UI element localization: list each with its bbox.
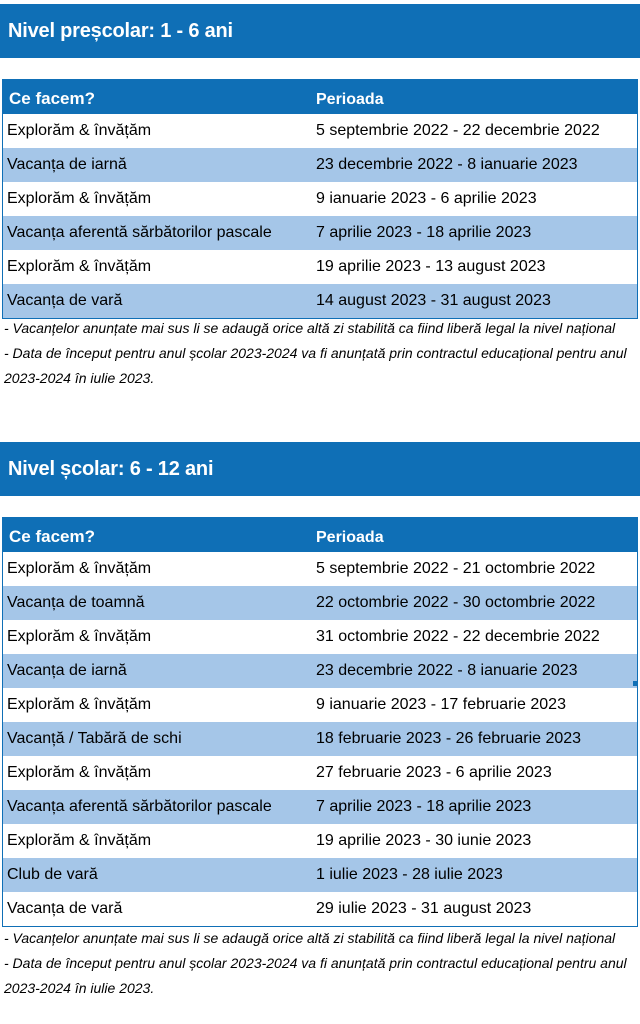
activity-cell: Vacanța de vară <box>7 900 123 917</box>
table-row <box>3 148 637 182</box>
period-cell: 7 aprilie 2023 - 18 aprilie 2023 <box>316 224 532 241</box>
period-cell: 31 octombrie 2022 - 22 decembrie 2022 <box>316 628 600 645</box>
period-cell: 29 iulie 2023 - 31 august 2023 <box>316 900 532 917</box>
activity-cell: Vacanța aferentă sărbătorilor pascale <box>7 224 272 241</box>
activity-cell: Explorăm & învățăm <box>7 258 152 275</box>
period-cell: 18 februarie 2023 - 26 februarie 2023 <box>316 730 582 747</box>
table-row <box>3 790 637 824</box>
activity-cell: Club de vară <box>7 866 98 883</box>
header-period: Perioada <box>316 91 384 108</box>
corner-marker <box>633 681 638 686</box>
activity-cell: Explorăm & învățăm <box>7 122 152 139</box>
activity-cell: Explorăm & învățăm <box>7 832 152 849</box>
activity-cell: Explorăm & învățăm <box>7 696 152 713</box>
note-next-year: - Data de început pentru anul școlar 2023-2024 va fi anunțată prin contractul educațional pentru anul 2023-2024 în iulie 2023. <box>4 345 627 386</box>
activity-cell: Vacanța de iarnă <box>7 156 127 173</box>
period-cell: 9 ianuarie 2023 - 6 aprilie 2023 <box>316 190 537 207</box>
period-cell: 22 octombrie 2022 - 30 octombrie 2022 <box>316 594 596 611</box>
header-activity: Ce facem? <box>9 89 95 108</box>
period-cell: 27 februarie 2023 - 6 aprilie 2023 <box>316 764 552 781</box>
activity-cell: Vacanța de vară <box>7 292 123 309</box>
note-legal-holidays: - Vacanțelor anunțate mai sus li se adaugă orice altă zi stabilită ca fiind liberă legal la nivel național <box>4 320 616 336</box>
table-row <box>3 216 637 250</box>
activity-cell: Explorăm & învățăm <box>7 190 152 207</box>
table-row <box>3 824 637 858</box>
period-cell: 19 aprilie 2023 - 13 august 2023 <box>316 258 546 275</box>
preschool-table <box>2 79 638 319</box>
period-cell: 5 septembrie 2022 - 21 octombrie 2022 <box>316 560 596 577</box>
table-header <box>3 518 637 552</box>
table-row <box>3 620 637 654</box>
period-cell: 5 septembrie 2022 - 22 decembrie 2022 <box>316 122 600 139</box>
activity-cell: Vacanță / Tabără de schi <box>7 730 182 747</box>
period-cell: 19 aprilie 2023 - 30 iunie 2023 <box>316 832 532 849</box>
activity-cell: Vacanța de toamnă <box>7 594 145 611</box>
table-header <box>3 80 637 114</box>
table-row <box>3 654 637 688</box>
school-section <box>0 442 640 496</box>
table-row <box>3 586 637 620</box>
activity-cell: Explorăm & învățăm <box>7 764 152 781</box>
school-title: Nivel școlar: 6 - 12 ani <box>0 442 640 496</box>
activity-cell: Explorăm & învățăm <box>7 628 152 645</box>
note-next-year: - Data de început pentru anul școlar 2023-2024 va fi anunțată prin contractul educațional pentru anul 2023-2024 în iulie 2023. <box>4 955 627 996</box>
period-cell: 7 aprilie 2023 - 18 aprilie 2023 <box>316 798 532 815</box>
period-cell: 23 decembrie 2022 - 8 ianuarie 2023 <box>316 156 578 173</box>
table-row <box>3 892 637 926</box>
activity-cell: Vacanța de iarnă <box>7 662 127 679</box>
table-row <box>3 858 637 892</box>
table-row <box>3 114 637 148</box>
preschool-title: Nivel preșcolar: 1 - 6 ani <box>0 4 640 58</box>
activity-cell: Vacanța aferentă sărbătorilor pascale <box>7 798 272 815</box>
table-row <box>3 284 637 318</box>
period-cell: 1 iulie 2023 - 28 iulie 2023 <box>316 866 503 883</box>
table-row <box>3 552 637 586</box>
period-cell: 14 august 2023 - 31 august 2023 <box>316 292 551 309</box>
table-row <box>3 688 637 722</box>
school-notes <box>4 926 636 1001</box>
header-activity: Ce facem? <box>9 527 95 546</box>
school-table <box>2 517 638 927</box>
table-row <box>3 250 637 284</box>
period-cell: 9 ianuarie 2023 - 17 februarie 2023 <box>316 696 566 713</box>
header-period: Perioada <box>316 529 384 546</box>
note-legal-holidays: - Vacanțelor anunțate mai sus li se adaugă orice altă zi stabilită ca fiind liberă legal la nivel național <box>4 930 616 946</box>
table-row <box>3 182 637 216</box>
preschool-notes <box>4 316 636 391</box>
table-row <box>3 756 637 790</box>
preschool-section <box>0 4 640 58</box>
activity-cell: Explorăm & învățăm <box>7 560 152 577</box>
table-row <box>3 722 637 756</box>
period-cell: 23 decembrie 2022 - 8 ianuarie 2023 <box>316 662 578 679</box>
